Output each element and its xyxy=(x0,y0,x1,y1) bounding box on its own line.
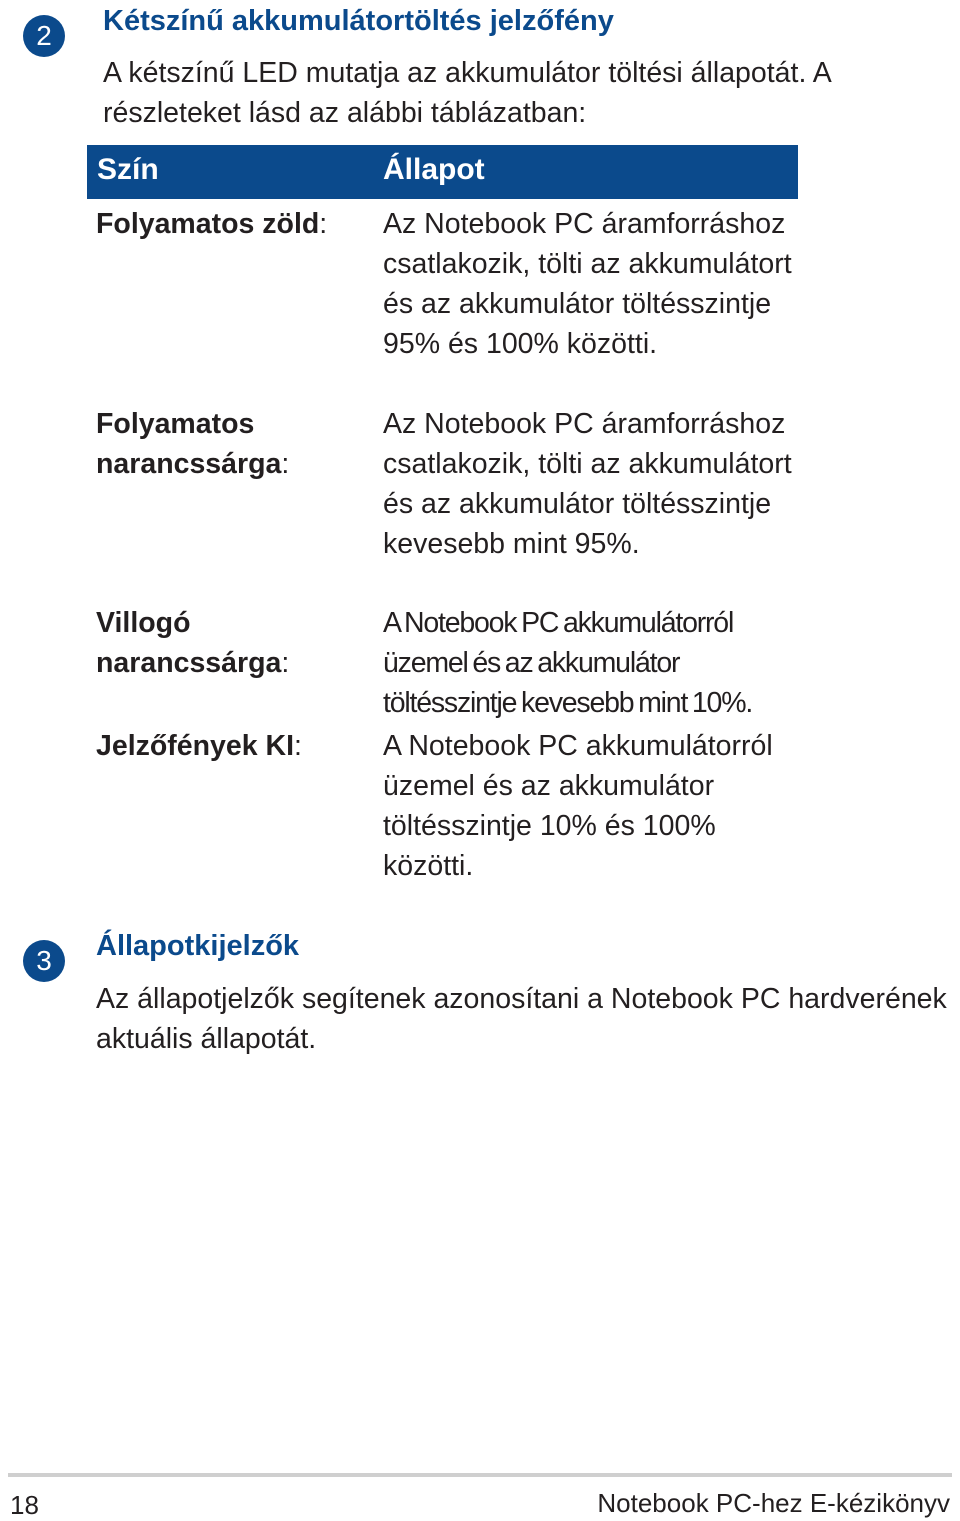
row-state-text: Az Notebook PC áramforráshoz csatlakozik, tölti az akkumulátort és az akkumulátor töltésszintje 95% és 100% közötti. xyxy=(383,208,792,360)
row-state-text: Az Notebook PC áramforráshoz csatlakozik, tölti az akkumulátort és az akkumulátor töltésszintje kevesebb mint 95%. xyxy=(383,408,792,560)
header-color: Szín xyxy=(97,153,159,186)
section-title: Állapotkijelzők xyxy=(96,930,300,962)
section-title: Kétszínű akkumulátortöltés jelzőfény xyxy=(103,5,614,37)
section-intro: A kétszínű LED mutatja az akkumulátor töltési állapotát. A részleteket lásd az alábbi táblázatban: xyxy=(103,57,831,129)
row-state-text: A Notebook PC akkumulátorról üzemel és az akkumulátor töltésszintje kevesebb mint 10%. xyxy=(383,607,753,719)
section-text: Az állapotjelzők segítenek azonosítani a Notebook PC hardverének aktuális állapotát. xyxy=(96,983,947,1055)
footer-divider xyxy=(8,1473,952,1477)
header-state: Állapot xyxy=(383,153,485,186)
footer-title: Notebook PC-hez E-kézikönyv xyxy=(597,1488,950,1518)
row-color-label: Folyamatos zöld: xyxy=(96,208,328,240)
row-color-label: Jelzőfények KI: xyxy=(96,730,302,762)
section-number: 3 xyxy=(36,945,52,976)
section-number-badge xyxy=(23,940,65,982)
section-number: 2 xyxy=(36,20,52,51)
row-color-label: Folyamatos narancssárga: xyxy=(96,408,290,480)
page-number: 18 xyxy=(10,1490,39,1520)
row-color-label: Villogó narancssárga: xyxy=(96,607,290,679)
table-header xyxy=(87,145,798,199)
section-number-badge xyxy=(23,15,65,57)
row-state-text: A Notebook PC akkumulátorról üzemel és az akkumulátor töltésszintje 10% és 100% közötti. xyxy=(383,730,773,882)
